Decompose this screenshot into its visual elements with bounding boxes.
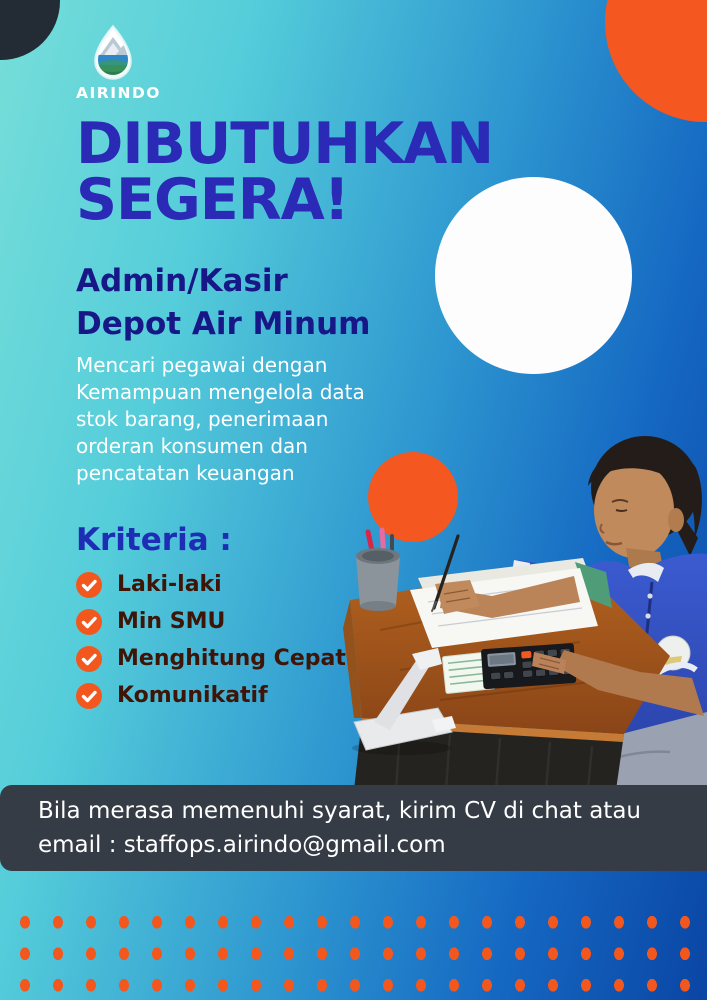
description-line: pencatatan keuangan [76, 461, 295, 485]
contact-line2: email : staffops.airindo@gmail.com [38, 832, 446, 858]
headline [76, 111, 494, 233]
headline-line1: DIBUTUHKAN [76, 111, 494, 177]
pen-cup [356, 530, 400, 611]
dots-pattern-decoration [0, 906, 707, 1000]
criteria-heading: Kriteria : [76, 522, 232, 558]
description-line: orderan konsumen dan [76, 434, 308, 458]
criteria-label: Komunikatif [117, 683, 268, 708]
contact-bar [0, 785, 707, 871]
criteria-item [76, 603, 346, 640]
corner-blob-decoration [0, 0, 60, 60]
photo-man-writing-at-desk [340, 420, 707, 790]
criteria-label: Laki-laki [117, 572, 222, 597]
job-description [76, 352, 365, 487]
criteria-label: Menghitung Cepat [117, 646, 346, 671]
description-line: Mencari pegawai dengan [76, 353, 328, 377]
check-icon [76, 609, 102, 635]
contact-line1: Bila merasa memenuhi syarat, kirim CV di chat atau [38, 798, 641, 824]
position-line2: Depot Air Minum [76, 306, 371, 342]
check-icon [76, 572, 102, 598]
position-line1: Admin/Kasir [76, 263, 288, 299]
brand-name: AIRINDO [76, 84, 161, 102]
criteria-item [76, 640, 346, 677]
description-line: Kemampuan mengelola data [76, 380, 365, 404]
criteria-item [76, 677, 346, 714]
criteria-list [76, 566, 346, 714]
criteria-label: Min SMU [117, 609, 226, 634]
headline-line2: SEGERA! [76, 167, 349, 233]
position-title [76, 260, 370, 346]
description-line: stok barang, penerimaan [76, 407, 329, 431]
orange-circle-top-decoration [605, 0, 707, 122]
brand-logo [76, 24, 161, 102]
check-icon [76, 683, 102, 709]
criteria-item [76, 566, 346, 603]
water-drop-mountain-icon [91, 24, 135, 80]
check-icon [76, 646, 102, 672]
